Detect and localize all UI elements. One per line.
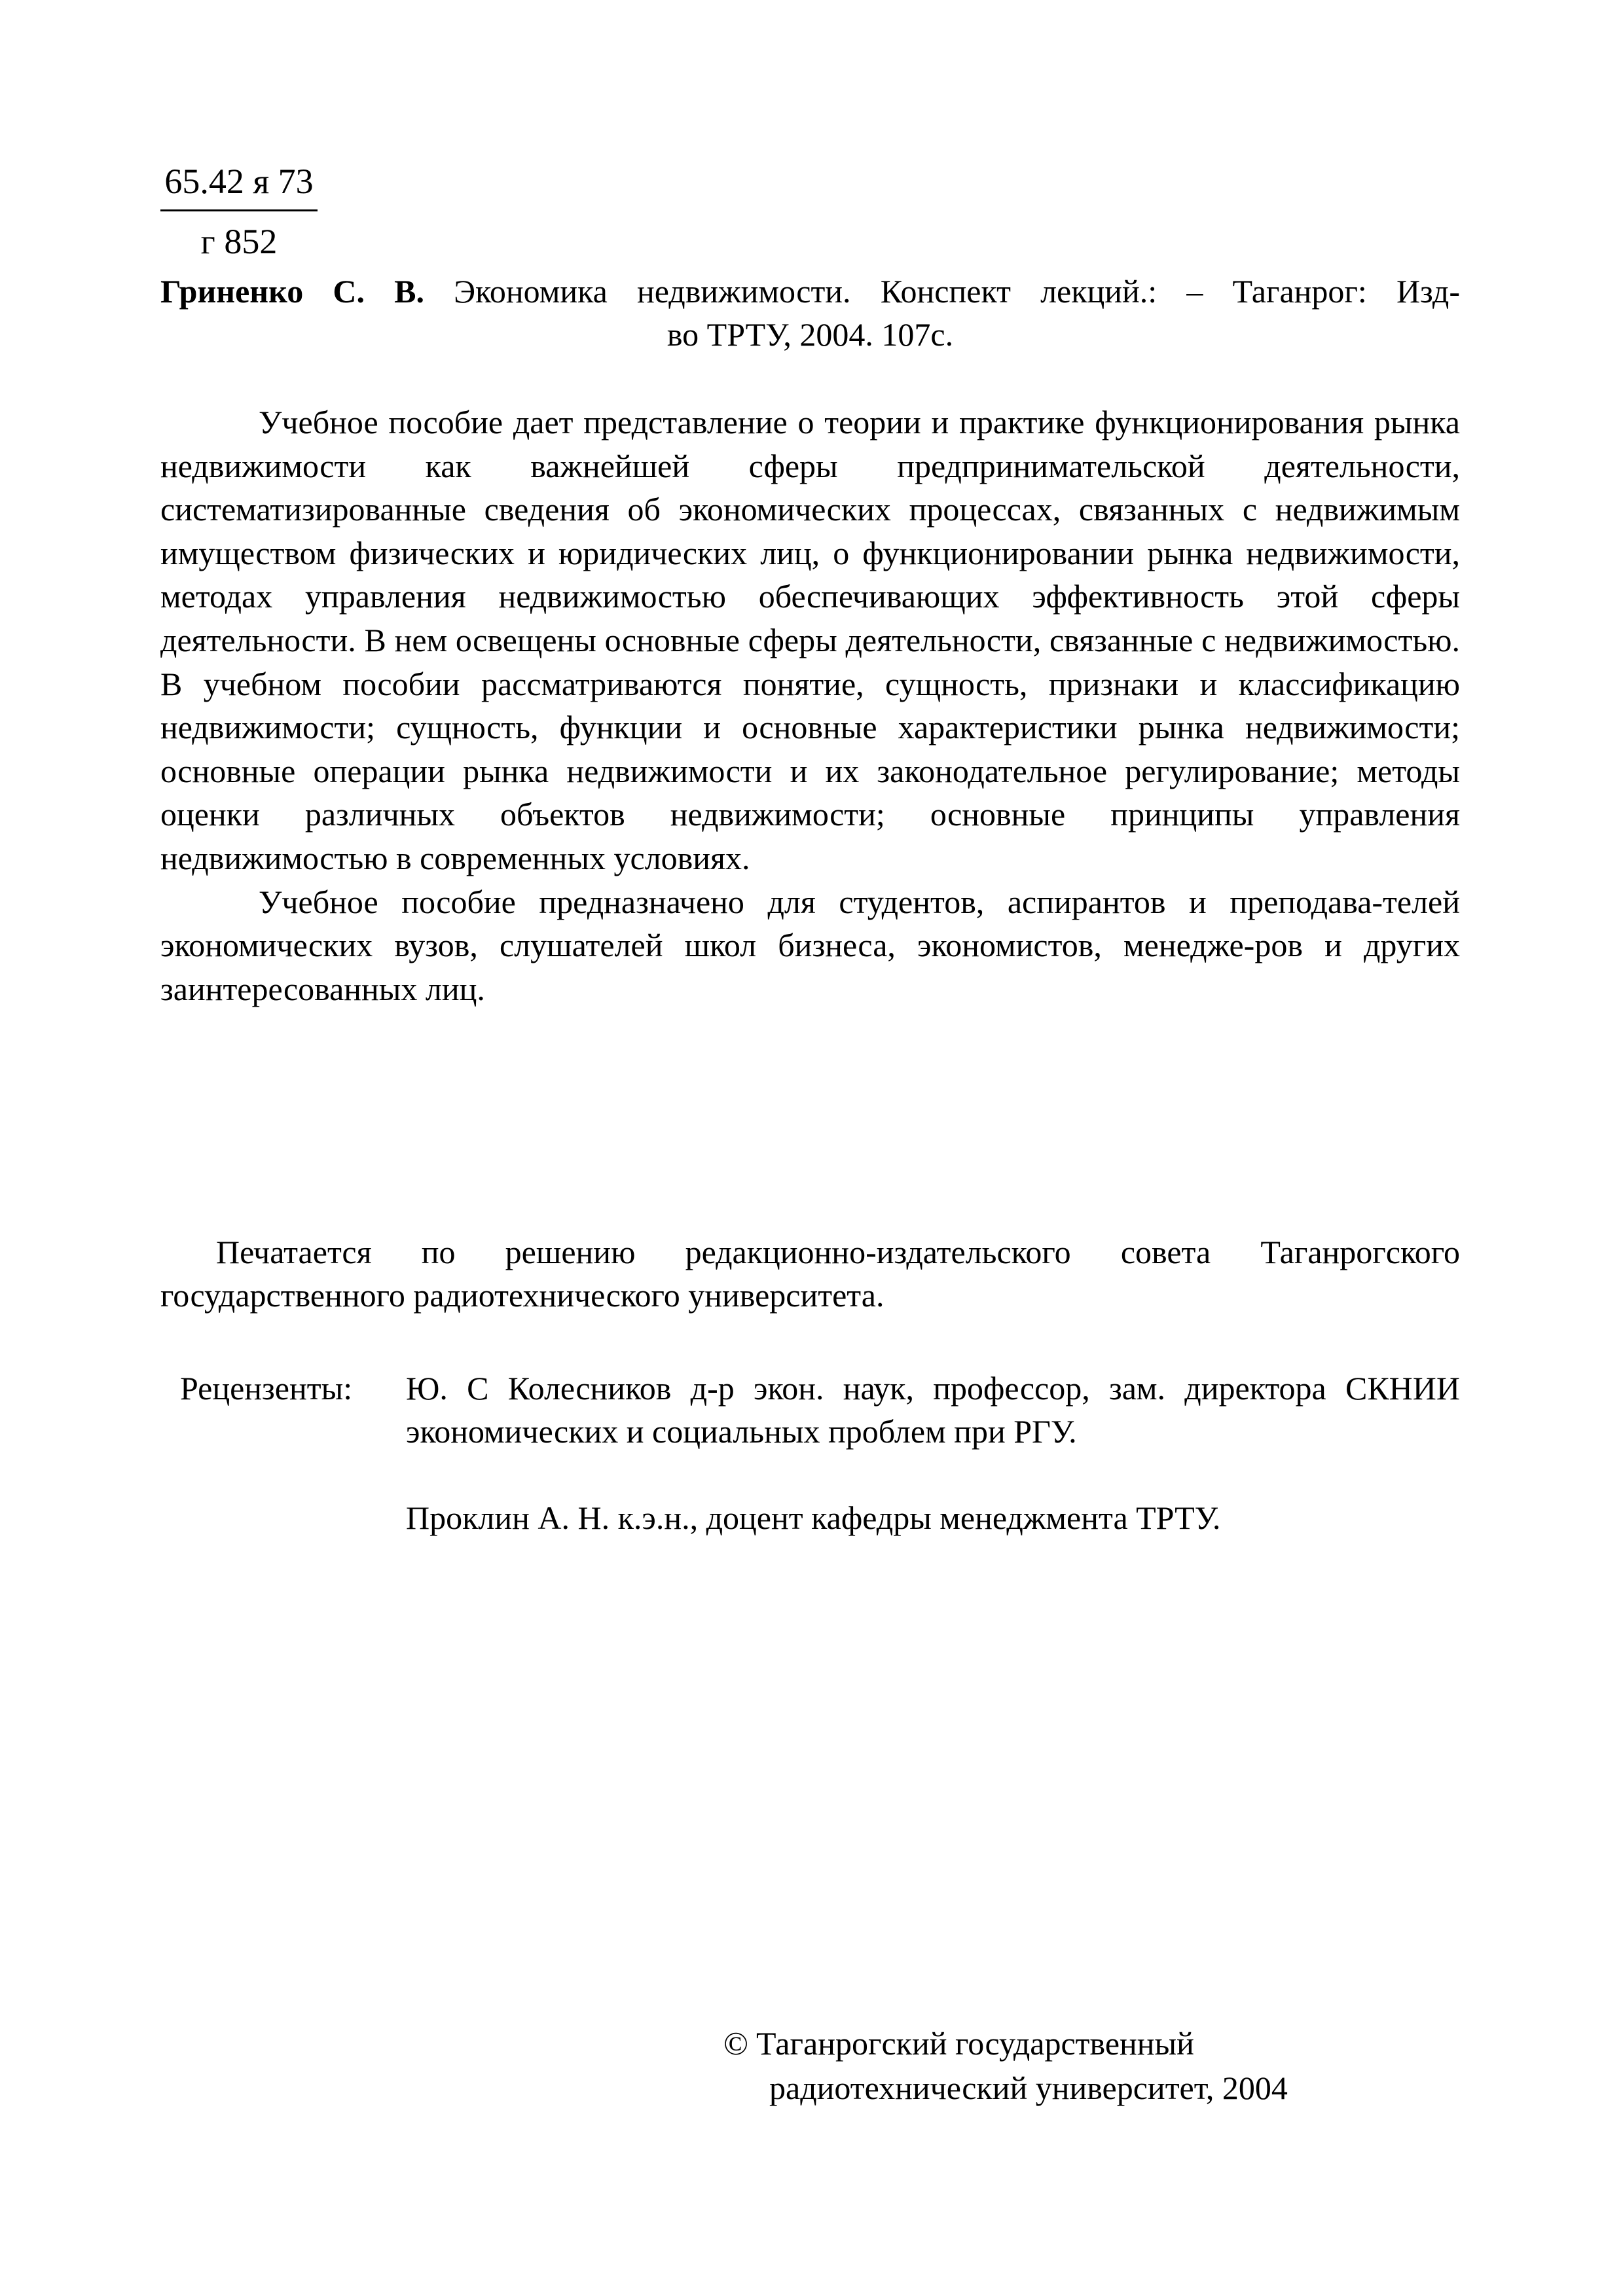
copyright-notice [723, 2021, 1444, 2110]
reviewers-label: Рецензенты: [180, 1370, 353, 1407]
udk-bottom: г 852 [200, 221, 278, 261]
copyright-line-2: радиотехнический университет, 2004 [769, 2070, 1288, 2106]
bibliographic-record [160, 270, 1460, 356]
abstract-paragraph-2: Учебное пособие предназначено для студентов, аспирантов и преподава-телей экономических вузов, слушателей школ бизнеса, экономистов, менедже-ров и других заинтересованных лиц. [160, 883, 1460, 1007]
reviewer-1: Ю. С Колесников д-р экон. наук, профессор, зам. директора СКНИИ экономических и социальных проблем при РГУ. [406, 1370, 1460, 1450]
abstract [160, 401, 1460, 1011]
copyright-icon: © [723, 2025, 748, 2062]
biblio-author: Гриненко С. В. [160, 273, 424, 310]
udk-top: 65.42 я 73 [160, 160, 318, 211]
biblio-line-2: во ТРТУ, 2004. 107с. [666, 316, 954, 353]
reviewers-list [406, 1367, 1460, 1539]
copyright-line-1 [723, 2021, 1444, 2066]
reviewer-2: Проклин А. Н. к.э.н., доцент кафедры менеджмента ТРТУ. [406, 1499, 1221, 1536]
biblio-line-1 [160, 270, 1460, 313]
abstract-paragraph-1: Учебное пособие дает представление о теории и практике функционирования рынка недвижимости как важнейшей сферы предпринимательской деятельности, систематизированные сведения об экономических процессах, связанных с недвижимым имуществом физических и юридических лиц, о функционировании рынка недвижимости, методах управления недвижимостью обеспечивающих эффективность этой сферы деятельности. В нем освещены основные сферы деятельности, связанные с недвижимостью. В учебном пособии рассматриваются понятие, сущность, признаки и классификацию недвижимости; сущность, функции и основные характеристики рынка недвижимости; основные операции рынка недвижимости и их законодательное регулирование; методы оценки различных объектов недвижимости; основные принципы управления недвижимостью в современных условиях. [160, 404, 1460, 876]
copyright-holder: Таганрогский государственный [756, 2025, 1194, 2062]
udk-classification [160, 160, 318, 263]
publication-decision: Печатается по решению редакционно-издательского совета Таганрогского государственного радиотехнического университета. [160, 1234, 1460, 1314]
reviewers-block [180, 1367, 1460, 1539]
biblio-title: Экономика недвижимости. Конспект лекций.: – Таганрог: Изд- [424, 273, 1460, 310]
reviewers-row [180, 1367, 1460, 1539]
